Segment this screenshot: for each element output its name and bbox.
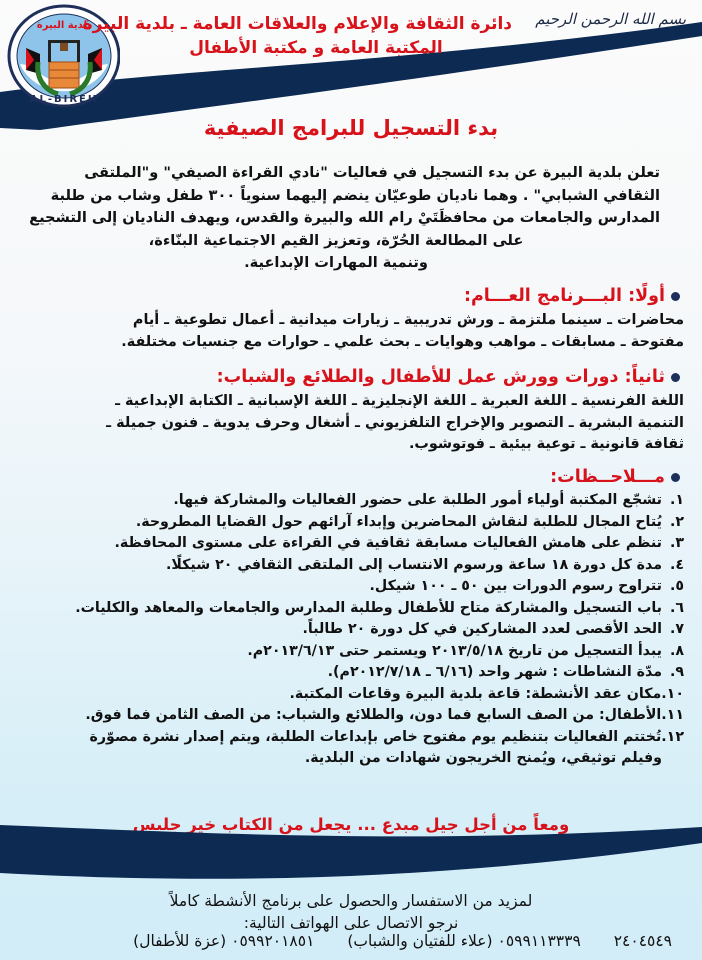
contact-info bbox=[0, 890, 702, 934]
note-number: ٢. bbox=[669, 513, 684, 530]
intro-line: الثقافي الشبابي" . وهما ناديان طوعيّان ينضم إليهما سنوياً ٣٠٠ طفل وشاب من طلبة bbox=[50, 186, 660, 204]
note-number: ١٢. bbox=[661, 728, 684, 745]
contact-line: لمزيد من الاستفسار والحصول على برنامج الأنشطة كاملاً bbox=[169, 892, 533, 910]
course-line: التنمية البشرية ـ التصوير والإخراج التلفزيوني ـ أشغال وحرف يدوية ـ فنون جميلة ـ bbox=[106, 414, 684, 431]
course-line: اللغة الفرنسية ـ اللغة العبرية ـ اللغة الإنجليزية ـ اللغة الإسبانية ـ الكتابة الإبداعية ـ bbox=[115, 393, 684, 409]
header-organization bbox=[82, 12, 512, 60]
note-number: ٧. bbox=[669, 621, 684, 637]
bullet-icon bbox=[671, 292, 680, 301]
svg-text:بلدية البيرة: بلدية البيرة bbox=[36, 20, 92, 31]
note-text: يبدأ التسجيل من تاريخ ٢٠١٣/٥/١٨ ويستمر حتى ٢٠١٣/٦/١٣م. bbox=[247, 642, 662, 659]
page-title: بدء التسجيل للبرامج الصيفية bbox=[203, 116, 499, 140]
note-number: ١٠. bbox=[661, 685, 684, 702]
section-heading-text: مـــلاحــظات: bbox=[550, 467, 665, 487]
bullet-icon bbox=[671, 373, 680, 382]
note-number: ١١. bbox=[661, 707, 684, 723]
phone-number: ٠٥٩٩٢٠١٨٥١ (عزة للأطفال) bbox=[133, 932, 315, 950]
courses-list bbox=[106, 391, 684, 456]
note-text: مكان عقد الأنشطة: قاعة بلدية البيرة وقاعات المكتبة. bbox=[289, 685, 662, 702]
section-heading-text: ثانياً: دورات وورش عمل للأطفال والطلائع والشباب: bbox=[216, 367, 665, 387]
general-program-list bbox=[121, 310, 684, 353]
note-item bbox=[75, 576, 684, 598]
note-text: باب التسجيل والمشاركة متاح للأطفال وطلبة المدارس والجامعات والمعاهد والكليات. bbox=[75, 599, 662, 616]
note-number: ٤. bbox=[669, 556, 684, 573]
intro-line: المدارس والجامعات من محافظَتَيْ رام الله والبيرة والقدس، ويهدف الناديان إلى التشجيع bbox=[29, 209, 660, 226]
note-item bbox=[75, 512, 684, 534]
note-item bbox=[75, 641, 684, 663]
section-heading-general-program bbox=[464, 286, 680, 306]
note-number: ٩. bbox=[669, 664, 684, 680]
intro-line: على المطالعة الحُرّة، وتعزيز القيم الاجتماعية البنّاءة، bbox=[148, 231, 524, 249]
phone-numbers bbox=[10, 932, 672, 950]
note-item bbox=[75, 555, 684, 577]
note-item bbox=[75, 662, 684, 684]
note-text: الأطفال: من الصف السابع فما دون، والطلائع والشباب: من الصف الثامن فما فوق. bbox=[85, 707, 662, 723]
note-text: تُختتم الفعاليات بتنظيم يوم مفتوح خاص بإبداعات الطلبة، ويتم إصدار نشرة مصوّرة bbox=[89, 728, 662, 745]
footer-swoosh-band bbox=[0, 825, 702, 895]
note-text: تتراوح رسوم الدورات بين ٥٠ ـ ١٠٠ شيكل. bbox=[369, 578, 662, 594]
note-number: ٦. bbox=[669, 599, 684, 616]
intro-line: وتنمية المهارات الإبداعية. bbox=[244, 254, 428, 271]
contact-line: نرجو الاتصال على الهواتف التالية: bbox=[243, 914, 459, 932]
note-item bbox=[75, 684, 684, 706]
note-text: مدّة النشاطات : شهر واحد (٦/١٦ ـ ٢٠١٢/٧/١٨م). bbox=[327, 664, 662, 680]
program-line: مفتوحة ـ مسابقات ـ مواهب وهوايات ـ بحث علمي ـ حوارات مع جنسيات مختلفة. bbox=[121, 333, 684, 350]
slogan: ومعاً من أجل جيل مبدع ... يجعل من الكتاب خير جليس bbox=[132, 815, 570, 834]
intro-line: تعلن بلدية البيرة عن بدء التسجيل في فعاليات "نادي القراءة الصيفي" و"الملتقى bbox=[84, 164, 660, 181]
phone-number: ٢٤٠٤٥٤٩ bbox=[613, 932, 672, 950]
note-text: تنظم على هامش الفعاليات مسابقة ثقافية في القراءة على مستوى المحافظة. bbox=[114, 535, 662, 551]
bismillah-calligraphy: بسم الله الرحمن الرحيم bbox=[535, 10, 686, 28]
notes-list bbox=[75, 490, 684, 770]
note-item bbox=[75, 533, 684, 555]
program-line: محاضرات ـ سينما ملتزمة ـ ورش تدريبية ـ زيارات ميدانية ـ أعمال تطوعية ـ أيام bbox=[132, 312, 684, 328]
section-heading-notes bbox=[550, 467, 680, 487]
note-item bbox=[75, 705, 684, 727]
section-heading-courses bbox=[217, 367, 680, 387]
note-number: ٥. bbox=[669, 578, 684, 594]
header-library: المكتبة العامة و مكتبة الأطفال bbox=[189, 38, 443, 58]
svg-text:AL-BIREH: AL-BIREH bbox=[29, 94, 99, 105]
note-item bbox=[75, 598, 684, 620]
bullet-icon bbox=[671, 473, 680, 482]
course-line: ثقافة قانونية ـ توعية بيئية ـ فوتوشوب. bbox=[408, 436, 684, 452]
header-department: دائرة الثقافة والإعلام والعلاقات العامة ـ بلدية البيرة bbox=[82, 14, 512, 34]
note-number: ١. bbox=[669, 492, 684, 508]
note-number: ٣. bbox=[669, 535, 684, 551]
note-number: ٨. bbox=[669, 642, 684, 659]
note-item bbox=[75, 490, 684, 512]
section-heading-text: أولًا: البـــرنامج العـــام: bbox=[463, 286, 665, 306]
note-item bbox=[75, 727, 684, 749]
note-text: تشجّع المكتبة أولياء أمور الطلبة على حضور الفعاليات والمشاركة فيها. bbox=[173, 492, 662, 508]
phone-number: ٠٥٩٩١١٣٣٣٩ (علاء للفتيان والشباب) bbox=[347, 932, 581, 950]
intro-paragraph bbox=[12, 162, 660, 275]
note-item-continuation: وفيلم توثيقي، ويُمنح الخريجون شهادات من البلدية. bbox=[304, 750, 662, 766]
note-text: الحد الأقصى لعدد المشاركين في كل دورة ٢٠ طالباً. bbox=[302, 621, 662, 637]
note-text: يُتاح المجال للطلبة لنقاش المحاضرين وإبداء آرائهم حول القضايا المطروحة. bbox=[135, 513, 662, 530]
note-item bbox=[75, 619, 684, 641]
note-text: مدة كل دورة ١٨ ساعة ورسوم الانتساب إلى الملتقى الثقافي ٢٠ شيكلًا. bbox=[165, 556, 662, 573]
